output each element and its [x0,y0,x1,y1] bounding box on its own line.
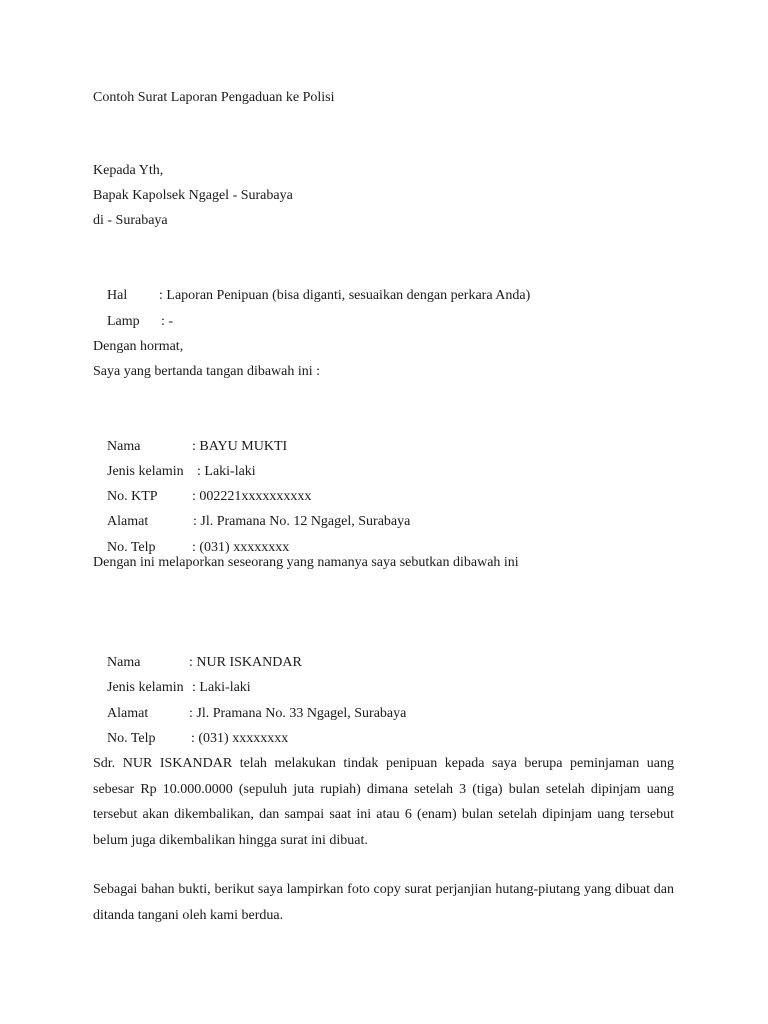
greeting: Dengan hormat, [93,339,184,354]
reported-phone: : (031) xxxxxxxx [191,731,289,746]
field-label: Alamat [107,514,149,529]
recipient-location: di - Surabaya [93,213,168,228]
intro-statement: Saya yang bertanda tangan dibawah ini : [93,364,321,379]
field-label: No. KTP [107,489,158,504]
field-label: Alamat [107,706,149,721]
reported-name: : NUR ISKANDAR [189,655,302,670]
attachment-value: : - [161,314,174,329]
reporter-address: : Jl. Pramana No. 12 Ngagel, Surabaya [193,514,411,529]
reporter-ktp: : 002221xxxxxxxxxx [192,489,312,504]
field-label: No. Telp [107,731,156,746]
field-label: Jenis kelamin [107,680,184,695]
reported-address: : Jl. Pramana No. 33 Ngagel, Surabaya [189,706,407,721]
body-paragraph-2: Sebagai bahan bukti, berikut saya lampirkan foto copy surat perjanjian hutang-piutang yang dibuat dan ditanda tangani oleh kami berdua. [93,882,674,923]
reported-gender: : Laki-laki [192,680,251,695]
recipient-name: Bapak Kapolsek Ngagel - Surabaya [93,188,293,203]
reporter-phone: : (031) xxxxxxxx [192,540,290,555]
attachment-label: Lamp [107,314,140,329]
field-label: Nama [107,655,141,670]
field-label: Nama [107,439,141,454]
reporter-gender: : Laki-laki [197,464,256,479]
subject-label: Hal [107,288,128,303]
body-paragraph-1: Sdr. NUR ISKANDAR telah melakukan tindak penipuan kepada saya berupa peminjaman uang sebesar Rp 10.000.0000 (sepuluh juta rupiah) dimana setelah 3 (tiga) bulan setelah dipinjam uang tersebut akan dikembalikan, dan sampai saat ini atau 6 (enam) bulan setelah dipinjam uang tersebut belum juga dikembalikan hingga surat ini dibuat. [93,756,674,848]
report-intro: Dengan ini melaporkan seseorang yang namanya saya sebutkan dibawah ini [93,555,519,570]
field-label: Jenis kelamin [107,464,184,479]
recipient-salutation: Kepada Yth, [93,163,164,178]
reporter-name: : BAYU MUKTI [192,439,288,454]
subject-value: : Laporan Penipuan (bisa diganti, sesuaikan dengan perkara Anda) [159,288,531,303]
field-label: No. Telp [107,540,156,555]
document-title: Contoh Surat Laporan Pengaduan ke Polisi [93,90,335,105]
